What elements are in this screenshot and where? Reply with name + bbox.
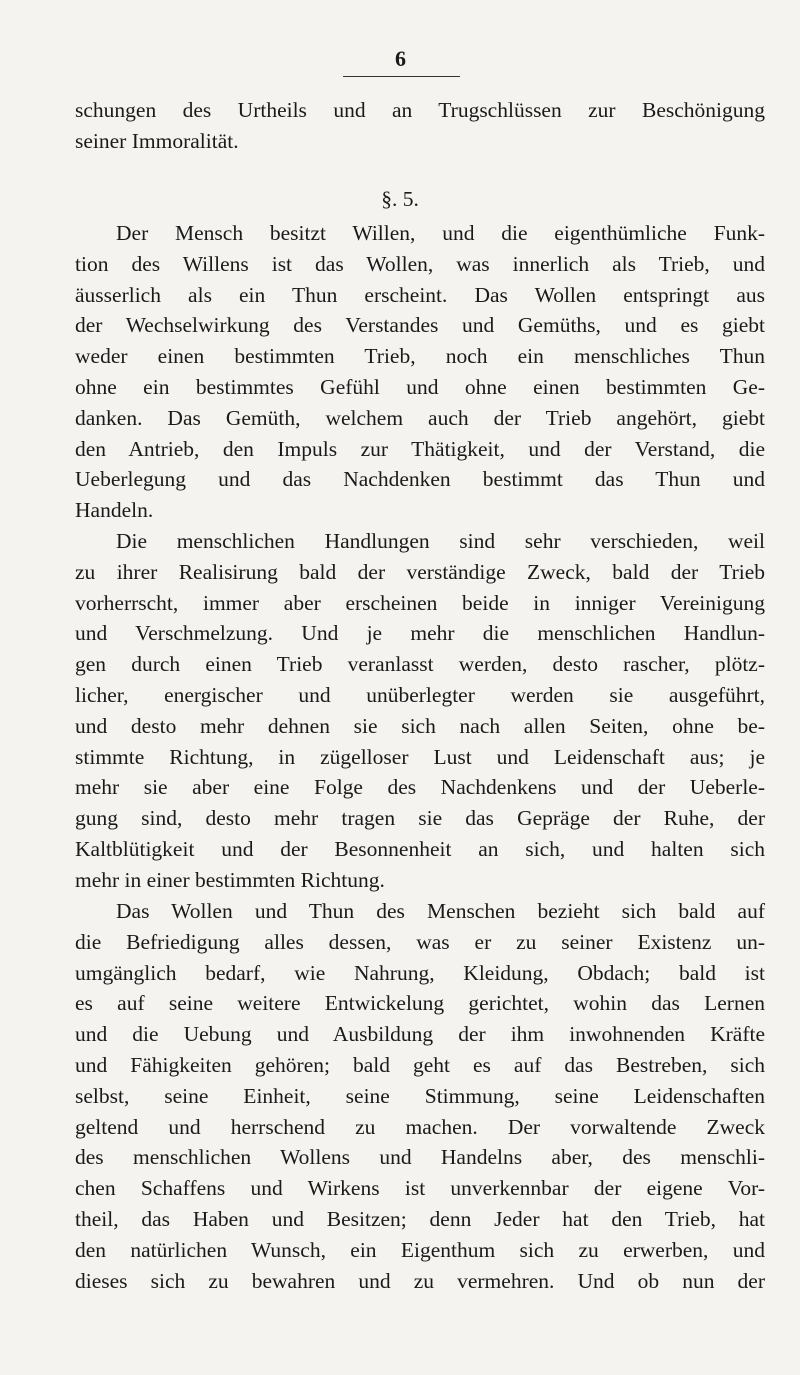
text-line: chen Schaffens und Wirkens ist unverkennbar der eigene Vor- (75, 1176, 765, 1201)
section-heading: §. 5. (381, 187, 419, 211)
text-line: der Wechselwirkung des Verstandes und Gemüths, und es giebt (75, 313, 765, 338)
text-line: theil, das Haben und Besitzen; denn Jeder hat den Trieb, hat (75, 1206, 765, 1231)
text-line: Die menschlichen Handlungen sind sehr verschieden, weil (116, 529, 765, 553)
text-line: Handeln. (75, 498, 154, 523)
text-line: Das Wollen und Thun des Menschen bezieht sich bald auf (116, 899, 765, 923)
text-line: und die Uebung und Ausbildung der ihm inwohnenden Kräfte (75, 1022, 765, 1047)
text-line: dieses sich zu bewahren und zu vermehren. Und ob nun der (75, 1268, 765, 1293)
text-line: Ueberlegung und das Nachdenken bestimmt das Thun und (75, 467, 765, 492)
text-line: des menschlichen Wollens und Handelns aber, des menschli- (75, 1145, 765, 1170)
text-line: selbst, seine Einheit, seine Stimmung, seine Leidenschaften (75, 1083, 765, 1108)
text-line: vorherrscht, immer aber erscheinen beide in inniger Vereinigung (75, 590, 765, 615)
text-line: gen durch einen Trieb veranlasst werden, desto rascher, plötz- (75, 652, 765, 677)
paragraph (75, 526, 765, 896)
text-line: Der Mensch besitzt Willen, und die eigenthümliche Funk- (116, 221, 765, 245)
text-line: danken. Das Gemüth, welchem auch der Trieb angehört, giebt (75, 405, 765, 430)
text-line: Kaltblütigkeit und der Besonnenheit an sich, und halten sich (75, 836, 765, 861)
text-line: licher, energischer und unüberlegter werden sie ausgeführt, (75, 682, 765, 707)
text-line: geltend und herrschend zu machen. Der vorwaltende Zweck (75, 1114, 765, 1139)
text-line: und Verschmelzung. Und je mehr die menschlichen Handlun- (75, 621, 765, 646)
text-line: umgänglich bedarf, wie Nahrung, Kleidung, Obdach; bald ist (75, 960, 765, 985)
text-line: mehr in einer bestimmten Richtung. (75, 867, 385, 892)
page-number: 6 (395, 46, 406, 71)
text-line: den natürlichen Wunsch, ein Eigenthum sich zu erwerben, und (75, 1237, 765, 1262)
text-line: mehr sie aber eine Folge des Nachdenkens und der Ueberle- (75, 775, 765, 800)
text-line: den Antrieb, den Impuls zur Thätigkeit, und der Verstand, die (75, 436, 765, 461)
text-line: gung sind, desto mehr tragen sie das Gepräge der Ruhe, der (75, 806, 765, 831)
text-line: es auf seine weitere Entwickelung gerichtet, wohin das Lernen (75, 991, 765, 1016)
text-line: und desto mehr dehnen sie sich nach allen Seiten, ohne be- (75, 713, 765, 738)
text-line: stimmte Richtung, in zügelloser Lust und Leidenschaft aus; je (75, 744, 765, 769)
text-line: äusserlich als ein Thun erscheint. Das Wollen entspringt aus (75, 282, 765, 307)
text-line: die Befriedigung alles dessen, was er zu seiner Existenz un- (75, 929, 765, 954)
text-line: ohne ein bestimmtes Gefühl und ohne einen bestimmten Ge- (75, 374, 765, 399)
intro-paragraph (75, 95, 765, 157)
text-line: seiner Immoralität. (75, 128, 239, 153)
header-rule (343, 76, 460, 77)
text-line: tion des Willens ist das Wollen, was innerlich als Trieb, und (75, 251, 765, 276)
text-line: und Fähigkeiten gehören; bald geht es auf das Bestreben, sich (75, 1052, 765, 1077)
text-line: zu ihrer Realisirung bald der verständige Zweck, bald der Trieb (75, 559, 765, 584)
paragraph (75, 218, 765, 526)
text-line: schungen des Urtheils und an Trugschlüssen zur Beschönigung (75, 98, 765, 122)
paragraph (75, 896, 765, 1296)
text-line: weder einen bestimmten Trieb, noch ein menschliches Thun (75, 344, 765, 369)
